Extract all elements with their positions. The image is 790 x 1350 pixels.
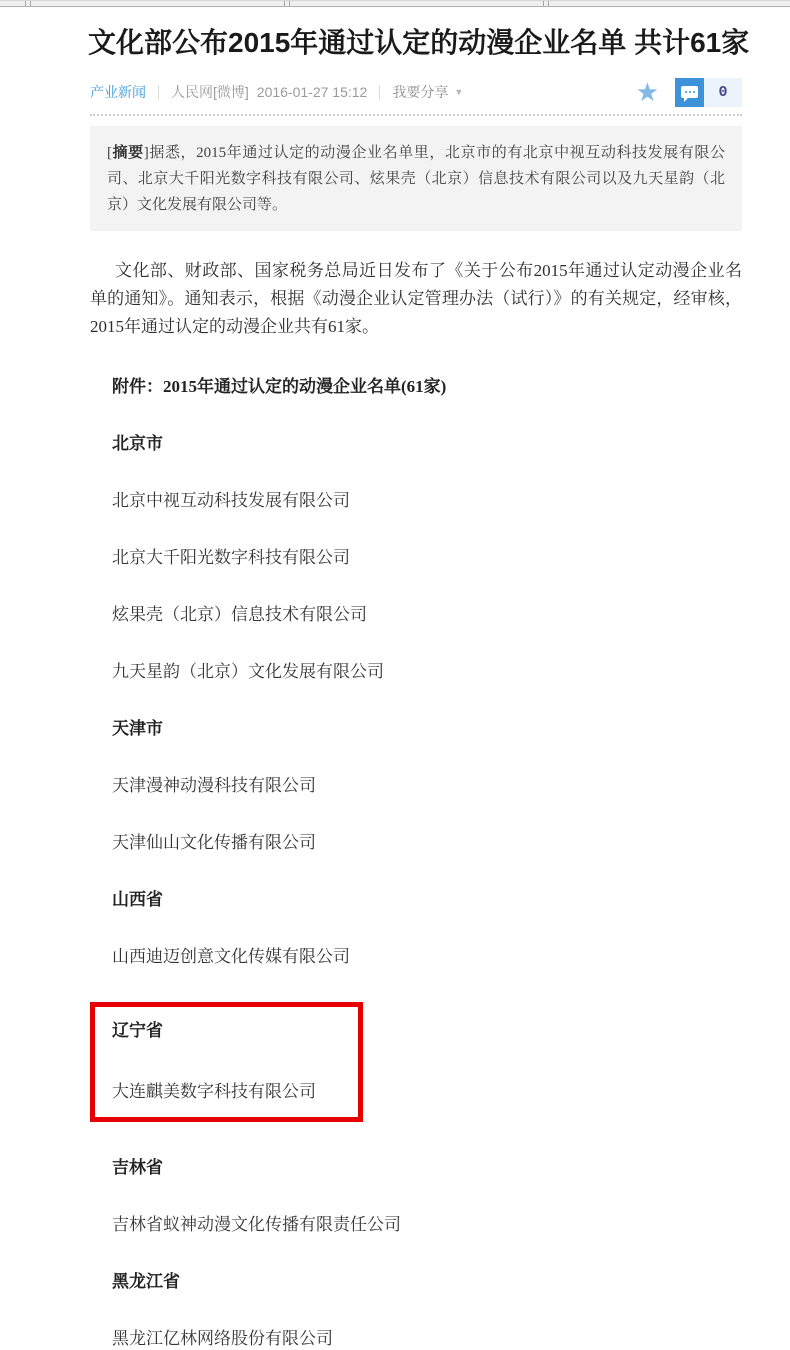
- company-item: 大连麒美数字科技有限公司: [112, 1082, 316, 1101]
- tab-divider: [543, 1, 549, 6]
- summary-tag: 摘要: [112, 145, 144, 161]
- meta-row: [90, 75, 742, 109]
- summary-text: 据悉，2015年通过认定的动漫企业名单里，北京市的有北京中视互动科技发展有限公司、北京大千阳光数字科技有限公司、炫果壳（北京）信息技术有限公司以及九天星韵（北京）文化发展有限公司等。: [107, 145, 725, 213]
- chevron-down-icon: ▼: [454, 87, 464, 97]
- company-item: 天津仙山文化传播有限公司: [112, 833, 316, 852]
- comment-bubble-icon: [681, 86, 698, 98]
- attachment-title: 附件：2015年通过认定的动漫企业名单(61家): [112, 377, 447, 396]
- province-heading: 黑龙江省: [112, 1272, 180, 1291]
- browser-chrome-strip: [0, 0, 790, 7]
- summary-bracket: ]: [143, 145, 149, 161]
- tab-divider: [25, 1, 31, 6]
- company-item: 炫果壳（北京）信息技术有限公司: [112, 605, 367, 624]
- meta-info: [90, 82, 463, 102]
- article-datetime: 2016-01-27 15:12: [256, 84, 368, 100]
- highlight-box: [90, 1002, 363, 1122]
- company-item: 天津漫神动漫科技有限公司: [112, 776, 316, 795]
- tab-divider: [284, 1, 290, 6]
- summary-bracket: [: [107, 145, 112, 161]
- category-link[interactable]: 产业新闻: [90, 84, 146, 100]
- comment-count[interactable]: 0: [704, 78, 742, 107]
- share-button[interactable]: [392, 82, 463, 102]
- company-item: 吉林省蚁神动漫文化传播有限责任公司: [112, 1215, 401, 1234]
- page-title: 文化部公布2015年通过认定的动漫企业名单 共计61家: [88, 27, 750, 58]
- dotted-separator: [90, 114, 742, 116]
- summary-box: [90, 126, 742, 231]
- company-item: 北京大千阳光数字科技有限公司: [112, 548, 350, 567]
- intro-paragraph: 文化部、财政部、国家税务总局近日发布了《关于公布2015年通过认定动漫企业名单的通知》。通知表示，根据《动漫企业认定管理办法（试行）》的有关规定，经审核，2015年通过认定的动漫企业共有61家。: [90, 261, 742, 336]
- share-label: 我要分享: [392, 84, 449, 100]
- province-heading: 吉林省: [112, 1158, 163, 1177]
- attachment-list: [90, 375, 742, 1350]
- company-item: 山西迪迈创意文化传媒有限公司: [112, 947, 350, 966]
- province-heading: 天津市: [112, 719, 163, 738]
- province-heading: 山西省: [112, 890, 163, 909]
- province-heading: 辽宁省: [112, 1021, 163, 1040]
- article-source: 人民网[微博]: [171, 84, 249, 100]
- company-item: 北京中视互动科技发展有限公司: [112, 491, 350, 510]
- meta-divider: [158, 85, 159, 100]
- article-page: [0, 24, 790, 1350]
- meta-divider: [379, 85, 380, 100]
- article-body: [90, 257, 742, 1350]
- article-actions: [636, 78, 742, 107]
- favorite-star-icon[interactable]: ★: [635, 77, 659, 107]
- company-item: 黑龙江亿林网络股份有限公司: [112, 1329, 333, 1348]
- comment-control[interactable]: [675, 78, 742, 107]
- province-heading: 北京市: [112, 434, 163, 453]
- company-item: 九天星韵（北京）文化发展有限公司: [112, 662, 384, 681]
- comment-button[interactable]: [675, 78, 704, 107]
